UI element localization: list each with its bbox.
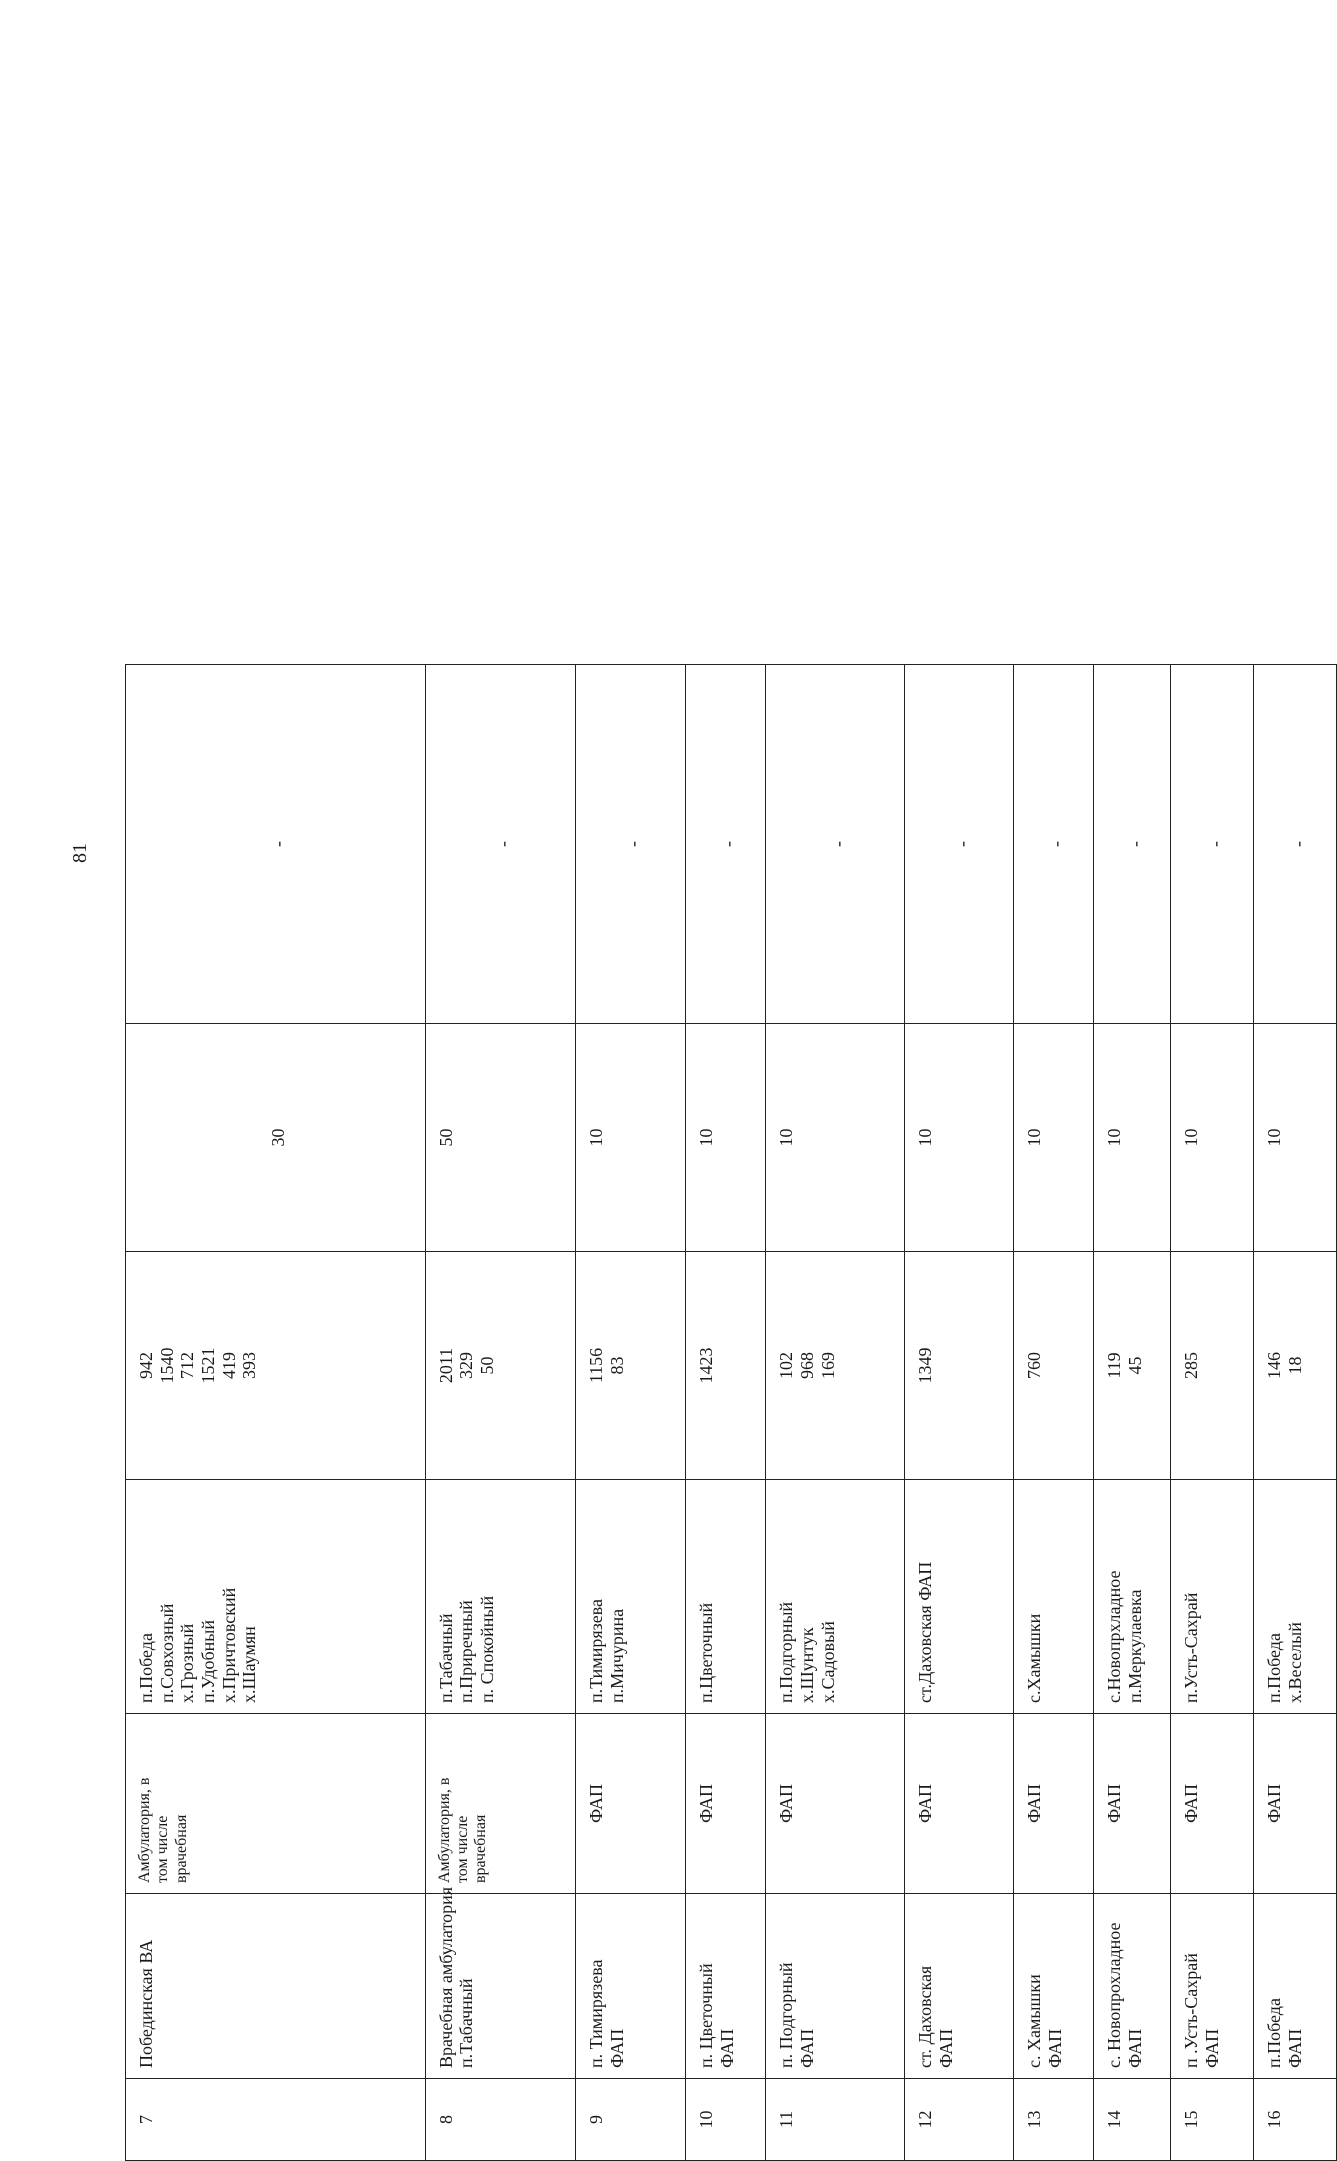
row-number: 14 [1104,2110,1125,2129]
capacity-value: 10 [1024,1128,1045,1147]
last-column-cell [425,665,575,1024]
last-column-cell [686,665,766,1024]
last-column-value: - [1204,841,1225,847]
table-row [905,665,1014,2161]
facility-name-cell [425,1887,575,2079]
settlement-line: п. Спокойный [476,1595,497,1703]
facility-name-line: п.Табачный [456,1978,477,2068]
facility-type-cell [126,1714,426,1894]
facility-name-cell [905,1894,1014,2079]
last-column-cell [126,665,426,1024]
last-column-value: - [267,841,288,847]
table-row [766,665,905,2161]
population-line: 102 [776,1352,797,1379]
capacity-cell [1094,1024,1170,1252]
settlement-line: п.Удобный [198,1619,219,1703]
facility-type-cell [1094,1714,1170,1894]
capacity-cell [126,1024,426,1252]
last-column-value: - [718,841,739,847]
facility-type-line: том числе [453,1815,471,1883]
population-cell [1094,1252,1170,1480]
population-line: 83 [606,1356,627,1375]
facility-type-line: том числе [154,1815,172,1883]
row-number-cell [575,2079,685,2161]
facility-type-cell [686,1714,766,1894]
population-line: 2011 [435,1347,456,1384]
population-line: 169 [817,1352,838,1379]
settlements-cell [686,1480,766,1714]
capacity-value: 10 [1263,1128,1284,1147]
capacity-cell [766,1024,905,1252]
facility-type-line: ФАП [696,1783,717,1824]
population-line: 419 [218,1352,239,1379]
population-cell [766,1252,905,1480]
facility-name-cell [1170,1894,1253,2079]
settlements-cell [425,1480,575,1714]
settlement-line: х.Садовый [817,1621,838,1703]
last-column-wrapper [1024,675,1089,1013]
last-column-wrapper [1264,675,1332,1013]
row-number: 13 [1024,2110,1045,2129]
last-column-value: - [623,841,644,847]
row-number-cell [1253,2079,1336,2161]
row-number: 12 [915,2110,936,2129]
last-column-cell [1170,665,1253,1024]
last-column-wrapper [1181,675,1249,1013]
population-line: 285 [1180,1352,1201,1379]
table-row [575,665,685,2161]
facility-type-line: Амбулатория, в [435,1777,453,1883]
population-line: 329 [456,1352,477,1379]
settlements-cell [905,1480,1014,1714]
table-row [1014,665,1094,2161]
facility-type-line: ФАП [1263,1783,1284,1824]
facility-name-line: ФАП [1044,2028,1065,2068]
last-column-value: - [951,841,972,847]
population-line: 50 [476,1356,497,1375]
last-column-value: - [1046,841,1067,847]
facility-name-line: с. Хамышки [1024,1974,1045,2068]
row-number-cell [1094,2079,1170,2161]
last-column-wrapper [436,675,571,1013]
facility-name-line: ФАП [935,2028,956,2068]
settlements-cell [1253,1480,1336,1714]
table-row [1094,665,1170,2161]
settlements-cell [1094,1480,1170,1714]
settlement-line: п.Подгорный [776,1601,797,1703]
table-row [425,665,575,2161]
last-column-wrapper [136,675,421,1013]
population-line: 1521 [198,1347,219,1384]
capacity-wrapper [136,1034,421,1241]
capacity-value: 10 [915,1128,936,1147]
facility-type-cell [766,1714,905,1894]
settlement-line: с.Хамышки [1024,1613,1045,1703]
row-number: 11 [776,2110,797,2129]
facility-name-cell [575,1894,685,2079]
facility-name-line: п.Победа [1263,1998,1284,2068]
population-cell [905,1252,1014,1480]
population-line: 146 [1263,1352,1284,1379]
facility-name-line: ФАП [1201,2028,1222,2068]
facility-type-line: ФАП [915,1783,936,1824]
capacity-cell [1170,1024,1253,1252]
facility-name-cell [1014,1894,1094,2079]
facility-name-line: ФАП [797,2028,818,2068]
settlement-line: п.Тимирязева [585,1599,606,1703]
population-line: 18 [1284,1356,1305,1375]
capacity-value: 50 [435,1128,456,1147]
last-column-value: - [492,841,513,847]
settlement-line: п.Приречный [456,1600,477,1703]
settlements-cell [1170,1480,1253,1714]
facility-name-line: Врачебная амбулатория [435,1887,456,2068]
settlements-cell [766,1480,905,1714]
last-column-cell [766,665,905,1024]
facility-type-line: ФАП [585,1783,606,1824]
population-line: 942 [136,1352,156,1379]
row-number-cell [905,2079,1014,2161]
population-cell [1014,1252,1094,1480]
settlement-line: х.Шунтук [797,1627,818,1703]
settlement-line: х.Веселый [1284,1622,1305,1703]
last-column-value: - [827,841,848,847]
facility-name-line: ФАП [606,2028,627,2068]
table-row [686,665,766,2161]
facility-name-line: п. Тимирязева [585,1959,606,2068]
facility-name-line: п. Подгорный [776,1962,797,2068]
settlement-line: п.Совхозный [156,1603,177,1703]
settlement-line: х.Причтовский [218,1587,239,1703]
facility-type-cell [575,1714,685,1894]
capacity-cell [425,1024,575,1252]
last-column-wrapper [915,675,1009,1013]
last-column-wrapper [776,675,900,1013]
facility-name-line: п. Цветочный [696,1963,717,2068]
row-number: 8 [435,2115,456,2124]
facility-name-line: с. Новопрохладное [1104,1922,1125,2068]
settlements-cell [1014,1480,1094,1714]
row-number-cell [425,2079,575,2161]
page-number: 81 [69,843,91,863]
population-line: 1540 [156,1347,177,1384]
capacity-value: 10 [585,1128,606,1147]
facility-type-cell [425,1714,575,1894]
facility-type-line: ФАП [776,1783,797,1824]
row-number-cell [1170,2079,1253,2161]
settlement-line: п.Победа [1263,1633,1284,1703]
settlement-line: п.Меркулаевка [1125,1589,1146,1703]
settlements-cell [126,1480,426,1714]
last-column-value: - [1124,841,1145,847]
facility-name-line: Побединская ВА [136,1939,156,2068]
facility-type-cell [1014,1714,1094,1894]
capacity-value: 10 [696,1128,717,1147]
settlements-cell [575,1480,685,1714]
facility-name-line: п .Усть-Сахрай [1180,1953,1201,2068]
row-number: 7 [136,2115,156,2124]
population-line: 45 [1125,1356,1146,1375]
facility-type-cell [905,1714,1014,1894]
facility-type-line: ФАП [1180,1783,1201,1824]
population-cell [126,1252,426,1480]
last-column-wrapper [586,675,681,1013]
population-line: 1423 [696,1347,717,1384]
population-line: 968 [797,1352,818,1379]
row-number-cell [1014,2079,1094,2161]
settlement-line: п.Цветочный [696,1602,717,1703]
capacity-cell [1253,1024,1336,1252]
settlement-line: ст.Даховская ФАП [915,1561,936,1703]
last-column-wrapper [1104,675,1165,1013]
last-column-cell [1014,665,1094,1024]
last-column-wrapper [696,675,761,1013]
settlement-line: п.Табачный [435,1613,456,1703]
facility-name-cell [1094,1894,1170,2079]
population-line: 760 [1024,1352,1045,1379]
population-cell [1253,1252,1336,1480]
row-number-cell [126,2079,426,2161]
facility-name-line: ст. Даховская [915,1965,936,2068]
population-line: 393 [239,1352,260,1379]
capacity-value: 10 [776,1128,797,1147]
capacity-cell [905,1024,1014,1252]
row-number: 10 [696,2110,717,2129]
last-column-value: - [1287,841,1308,847]
capacity-value: 10 [1104,1128,1125,1147]
facility-type-line: ФАП [1104,1783,1125,1824]
last-column-cell [575,665,685,1024]
facility-name-cell [126,1894,426,2079]
row-number: 16 [1263,2110,1284,2129]
population-line: 1349 [915,1347,936,1384]
population-line: 1156 [585,1347,606,1384]
settlement-line: с.Новопрхладное [1104,1570,1125,1703]
capacity-value: 10 [1180,1128,1201,1147]
population-line: 712 [177,1352,198,1379]
row-number: 9 [585,2115,606,2124]
table-row [126,665,426,2161]
capacity-value: 30 [267,1128,288,1147]
population-cell [575,1252,685,1480]
facility-name-cell [766,1894,905,2079]
table-row [1253,665,1336,2161]
facilities-table-wrapper [125,665,1337,2161]
facility-type-line: Амбулатория, в [136,1777,153,1883]
facility-type-line: ФАП [1024,1783,1045,1824]
row-number: 15 [1180,2110,1201,2129]
facility-name-cell [686,1894,766,2079]
facility-name-cell [1253,1894,1336,2079]
row-number-cell [766,2079,905,2161]
facility-name-line: ФАП [1284,2028,1305,2068]
facility-type-line: врачебная [472,1814,490,1883]
facility-type-cell [1253,1714,1336,1894]
population-cell [686,1252,766,1480]
table-row [1170,665,1253,2161]
settlement-line: п.Победа [136,1633,156,1703]
settlement-line: х.Шаумян [239,1626,260,1703]
settlement-line: п.Мичурина [606,1608,627,1703]
last-column-cell [1253,665,1336,1024]
facilities-table [125,664,1337,2161]
population-line: 119 [1104,1352,1125,1379]
settlement-line: п.Усть-Сахрай [1180,1592,1201,1703]
facility-name-line: ФАП [1125,2028,1146,2068]
facility-name-line: ФАП [716,2028,737,2068]
capacity-cell [1014,1024,1094,1252]
capacity-cell [575,1024,685,1252]
settlement-line: х.Грозный [177,1623,198,1703]
capacity-cell [686,1024,766,1252]
last-column-cell [905,665,1014,1024]
facility-type-line: врачебная [172,1814,190,1883]
population-cell [1170,1252,1253,1480]
row-number-cell [686,2079,766,2161]
last-column-cell [1094,665,1170,1024]
population-cell [425,1252,575,1480]
facility-type-cell [1170,1714,1253,1894]
